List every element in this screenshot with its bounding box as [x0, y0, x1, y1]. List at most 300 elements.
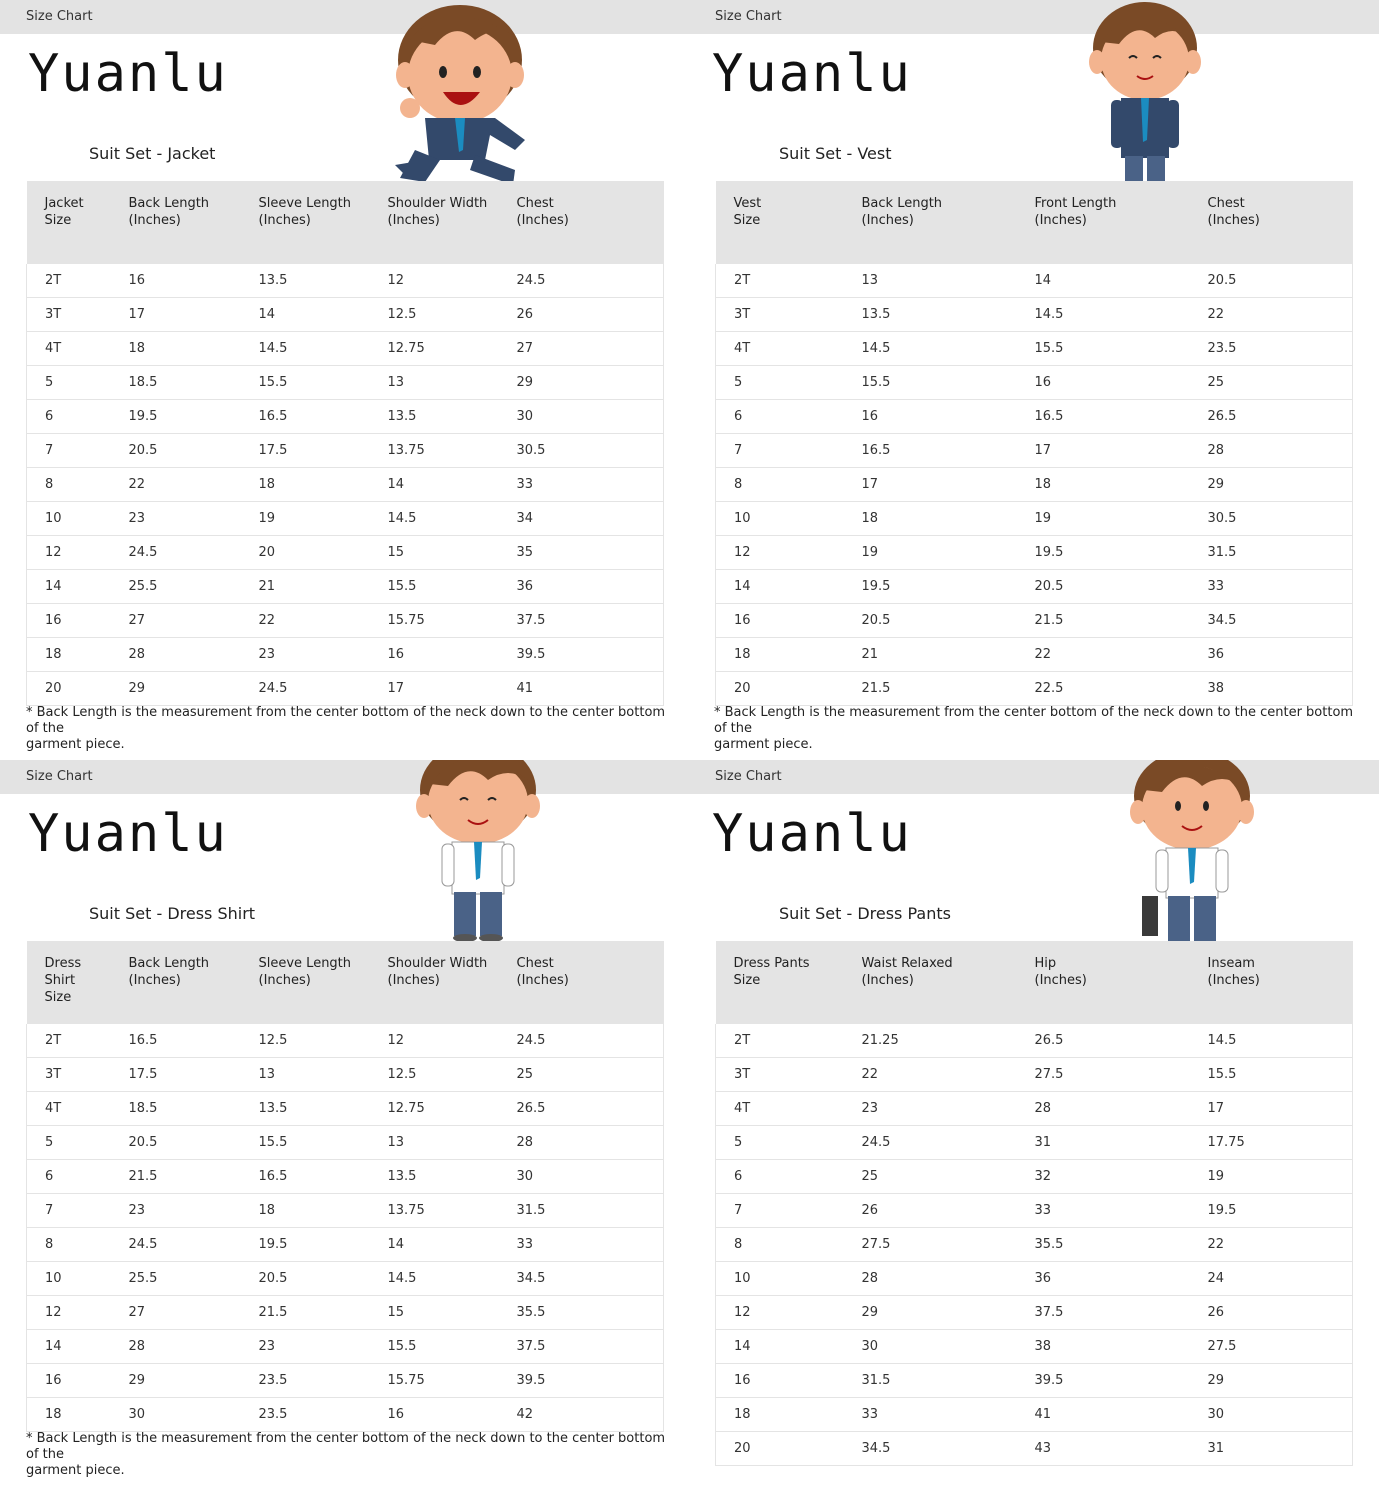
- table-header: [716, 941, 1353, 1024]
- table-cell: 12.5: [370, 1058, 499, 1092]
- table-cell: 20.5: [111, 434, 241, 468]
- table-row: [716, 400, 1353, 434]
- table-cell: 31.5: [1190, 536, 1353, 570]
- table-cell: 20: [716, 1432, 844, 1466]
- column-header: Vest Size: [716, 181, 844, 264]
- size-chart-label: Size Chart: [715, 769, 782, 784]
- table-cell: 16: [1017, 366, 1190, 400]
- table-cell: 34.5: [844, 1432, 1017, 1466]
- table-row: [716, 1262, 1353, 1296]
- table-cell: 29: [1190, 468, 1353, 502]
- table-row: [716, 570, 1353, 604]
- table-cell: 22: [1017, 638, 1190, 672]
- table-cell: 16: [27, 604, 111, 638]
- table-row: [716, 1126, 1353, 1160]
- table-cell: 19: [1017, 502, 1190, 536]
- table-cell: 30: [844, 1330, 1017, 1364]
- table-cell: 27: [499, 332, 664, 366]
- column-header: Dress Pants Size: [716, 941, 844, 1024]
- table-row: [27, 536, 664, 570]
- table-cell: 20.5: [1017, 570, 1190, 604]
- column-header: Shoulder Width (Inches): [370, 181, 499, 264]
- table-cell: 14.5: [370, 1262, 499, 1296]
- table-cell: 16.5: [111, 1024, 241, 1058]
- standing-boy-in-shirt-mascot-illustration: [408, 760, 548, 943]
- table-cell: 5: [27, 1126, 111, 1160]
- table-cell: 21: [844, 638, 1017, 672]
- table-cell: 33: [1017, 1194, 1190, 1228]
- table-cell: 5: [716, 1126, 844, 1160]
- table-cell: 21: [241, 570, 370, 604]
- table-body: [27, 1024, 664, 1432]
- table-cell: 36: [499, 570, 664, 604]
- table-cell: 36: [1017, 1262, 1190, 1296]
- table-row: [27, 1228, 664, 1262]
- table-cell: 12.75: [370, 332, 499, 366]
- table-cell: 17.75: [1190, 1126, 1353, 1160]
- table-cell: 19: [1190, 1160, 1353, 1194]
- table-cell: 34: [499, 502, 664, 536]
- table-header: [27, 181, 664, 264]
- table-cell: 22: [844, 1058, 1017, 1092]
- table-cell: 37.5: [1017, 1296, 1190, 1330]
- column-header: Sleeve Length (Inches): [241, 941, 370, 1024]
- table-row: [27, 332, 664, 366]
- column-header: Waist Relaxed (Inches): [844, 941, 1017, 1024]
- table-cell: 16.5: [1017, 400, 1190, 434]
- table-cell: 16.5: [241, 400, 370, 434]
- table-cell: 12: [370, 1024, 499, 1058]
- table-cell: 25: [1190, 366, 1353, 400]
- table-row: [716, 1398, 1353, 1432]
- table-cell: 3T: [27, 298, 111, 332]
- table-cell: 17.5: [241, 434, 370, 468]
- running-boy-mascot-illustration: [385, 0, 535, 190]
- table-cell: 15: [370, 1296, 499, 1330]
- table-cell: 14: [241, 298, 370, 332]
- brand-logo: Yuanlu: [712, 44, 912, 104]
- table-cell: 14: [27, 570, 111, 604]
- table-cell: 19.5: [1190, 1194, 1353, 1228]
- table-cell: 28: [499, 1126, 664, 1160]
- table-cell: 19.5: [844, 570, 1017, 604]
- table-cell: 26.5: [1190, 400, 1353, 434]
- table-header: [27, 941, 664, 1024]
- table-cell: 2T: [716, 1024, 844, 1058]
- brand-logo: Yuanlu: [28, 44, 228, 104]
- dress-pants-size-chart-panel: [690, 760, 1379, 1500]
- table-cell: 8: [716, 468, 844, 502]
- table-cell: 30: [111, 1398, 241, 1432]
- table-row: [27, 366, 664, 400]
- table-cell: 18: [241, 468, 370, 502]
- column-header: Chest (Inches): [499, 941, 664, 1024]
- table-cell: 39.5: [499, 1364, 664, 1398]
- column-header: Chest (Inches): [1190, 181, 1353, 264]
- table-row: [27, 468, 664, 502]
- table-cell: 12: [27, 1296, 111, 1330]
- table-cell: 17: [370, 672, 499, 706]
- brand-logo: Yuanlu: [712, 804, 912, 864]
- table-cell: 13: [370, 366, 499, 400]
- table-cell: 34.5: [1190, 604, 1353, 638]
- table-row: [716, 1092, 1353, 1126]
- table-row: [27, 264, 664, 298]
- table-cell: 12.75: [370, 1092, 499, 1126]
- table-cell: 43: [1017, 1432, 1190, 1466]
- table-cell: 7: [716, 1194, 844, 1228]
- table-cell: 19: [241, 502, 370, 536]
- table-cell: 29: [111, 1364, 241, 1398]
- table-cell: 21.25: [844, 1024, 1017, 1058]
- table-row: [27, 1126, 664, 1160]
- table-cell: 15.5: [844, 366, 1017, 400]
- table-cell: 27.5: [1190, 1330, 1353, 1364]
- table-cell: 4T: [27, 332, 111, 366]
- table-cell: 33: [1190, 570, 1353, 604]
- table-cell: 13.5: [370, 1160, 499, 1194]
- table-row: [27, 1194, 664, 1228]
- table-cell: 3T: [716, 1058, 844, 1092]
- table-cell: 10: [27, 1262, 111, 1296]
- boy-with-briefcase-mascot-illustration: [1120, 760, 1260, 951]
- table-cell: 18: [27, 638, 111, 672]
- table-row: [716, 434, 1353, 468]
- table-row: [716, 332, 1353, 366]
- table-cell: 17: [111, 298, 241, 332]
- table-body: [716, 1024, 1353, 1466]
- table-cell: 19.5: [241, 1228, 370, 1262]
- table-cell: 24.5: [241, 672, 370, 706]
- table-cell: 23.5: [241, 1364, 370, 1398]
- table-cell: 12.5: [370, 298, 499, 332]
- table-cell: 16: [716, 604, 844, 638]
- table-cell: 25.5: [111, 570, 241, 604]
- table-cell: 18.5: [111, 366, 241, 400]
- table-cell: 17.5: [111, 1058, 241, 1092]
- table-cell: 14.5: [241, 332, 370, 366]
- table-row: [716, 264, 1353, 298]
- table-cell: 2T: [27, 264, 111, 298]
- brand-logo: Yuanlu: [28, 804, 228, 864]
- table-row: [716, 1058, 1353, 1092]
- table-row: [27, 638, 664, 672]
- table-cell: 14.5: [1017, 298, 1190, 332]
- table-cell: 15.5: [241, 1126, 370, 1160]
- dress-shirt-size-chart-panel: [0, 760, 690, 1500]
- table-cell: 14.5: [844, 332, 1017, 366]
- table-cell: 27: [111, 604, 241, 638]
- column-header: Hip (Inches): [1017, 941, 1190, 1024]
- size-chart-header-bar: [0, 0, 690, 34]
- column-header: Dress Shirt Size: [27, 941, 111, 1024]
- table-cell: 31.5: [844, 1364, 1017, 1398]
- table-cell: 25.5: [111, 1262, 241, 1296]
- table-row: [27, 1160, 664, 1194]
- table-cell: 33: [844, 1398, 1017, 1432]
- table-cell: 26.5: [499, 1092, 664, 1126]
- chart-subtitle: Suit Set - Jacket: [89, 144, 216, 163]
- table-cell: 13: [370, 1126, 499, 1160]
- table-row: [27, 298, 664, 332]
- standing-boy-in-vest-mascot-illustration: [1085, 0, 1205, 200]
- table-cell: 23.5: [241, 1398, 370, 1432]
- table-body: [716, 264, 1353, 706]
- table-cell: 14: [370, 468, 499, 502]
- table-cell: 14.5: [1190, 1024, 1353, 1058]
- vest-size-chart-panel: [690, 0, 1379, 760]
- table-cell: 22: [1190, 298, 1353, 332]
- table-cell: 29: [1190, 1364, 1353, 1398]
- column-header: Inseam (Inches): [1190, 941, 1353, 1024]
- table-cell: 5: [716, 366, 844, 400]
- size-chart-header-bar: [0, 760, 690, 794]
- jacket-size-table: [26, 181, 664, 706]
- table-cell: 18: [27, 1398, 111, 1432]
- table-cell: 21.5: [844, 672, 1017, 706]
- table-cell: 6: [716, 400, 844, 434]
- table-cell: 39.5: [1017, 1364, 1190, 1398]
- table-row: [716, 1330, 1353, 1364]
- size-chart-label: Size Chart: [715, 9, 782, 24]
- table-cell: 15.5: [1190, 1058, 1353, 1092]
- table-cell: 13.5: [370, 400, 499, 434]
- column-header: Front Length (Inches): [1017, 181, 1190, 264]
- table-cell: 30: [499, 1160, 664, 1194]
- table-cell: 20.5: [844, 604, 1017, 638]
- table-cell: 42: [499, 1398, 664, 1432]
- table-cell: 23: [241, 638, 370, 672]
- table-cell: 36: [1190, 638, 1353, 672]
- table-row: [27, 570, 664, 604]
- table-cell: 18.5: [111, 1092, 241, 1126]
- size-chart-label: Size Chart: [26, 769, 93, 784]
- table-cell: 14: [716, 570, 844, 604]
- table-row: [27, 1024, 664, 1058]
- table-cell: 10: [716, 1262, 844, 1296]
- table-cell: 14: [27, 1330, 111, 1364]
- table-row: [27, 1296, 664, 1330]
- table-row: [27, 1398, 664, 1432]
- table-cell: 8: [716, 1228, 844, 1262]
- table-cell: 13.5: [844, 298, 1017, 332]
- table-cell: 24.5: [844, 1126, 1017, 1160]
- column-header: Shoulder Width (Inches): [370, 941, 499, 1024]
- table-cell: 29: [499, 366, 664, 400]
- dress-pants-size-table: [715, 941, 1353, 1466]
- table-row: [716, 366, 1353, 400]
- table-row: [27, 1330, 664, 1364]
- column-header: Back Length (Inches): [844, 181, 1017, 264]
- table-cell: 19.5: [1017, 536, 1190, 570]
- table-cell: 34.5: [499, 1262, 664, 1296]
- table-cell: 2T: [716, 264, 844, 298]
- jacket-size-chart-panel: [0, 0, 690, 760]
- table-cell: 22: [1190, 1228, 1353, 1262]
- table-cell: 6: [716, 1160, 844, 1194]
- table-cell: 12: [370, 264, 499, 298]
- table-cell: 12: [716, 536, 844, 570]
- table-cell: 32: [1017, 1160, 1190, 1194]
- table-cell: 12: [716, 1296, 844, 1330]
- table-cell: 18: [241, 1194, 370, 1228]
- table-row: [716, 1364, 1353, 1398]
- table-cell: 6: [27, 400, 111, 434]
- table-cell: 22: [241, 604, 370, 638]
- table-cell: 16: [716, 1364, 844, 1398]
- table-cell: 20: [716, 672, 844, 706]
- table-row: [27, 1058, 664, 1092]
- table-cell: 20.5: [241, 1262, 370, 1296]
- table-cell: 33: [499, 468, 664, 502]
- column-header: Back Length (Inches): [111, 181, 241, 264]
- table-cell: 3T: [27, 1058, 111, 1092]
- table-cell: 30: [499, 400, 664, 434]
- table-cell: 17: [1017, 434, 1190, 468]
- table-cell: 14: [1017, 264, 1190, 298]
- column-header: Back Length (Inches): [111, 941, 241, 1024]
- table-row: [716, 502, 1353, 536]
- table-cell: 15: [370, 536, 499, 570]
- table-cell: 16: [27, 1364, 111, 1398]
- table-cell: 15.5: [241, 366, 370, 400]
- table-cell: 30.5: [499, 434, 664, 468]
- table-cell: 15.5: [370, 1330, 499, 1364]
- table-cell: 24.5: [499, 1024, 664, 1058]
- table-row: [27, 1364, 664, 1398]
- table-cell: 28: [1017, 1092, 1190, 1126]
- table-row: [716, 1160, 1353, 1194]
- table-cell: 28: [111, 1330, 241, 1364]
- table-cell: 23: [111, 1194, 241, 1228]
- table-cell: 25: [844, 1160, 1017, 1194]
- column-header: Chest (Inches): [499, 181, 664, 264]
- table-cell: 41: [1017, 1398, 1190, 1432]
- table-cell: 38: [1190, 672, 1353, 706]
- chart-subtitle: Suit Set - Dress Pants: [779, 904, 951, 923]
- table-row: [716, 298, 1353, 332]
- table-cell: 17: [844, 468, 1017, 502]
- table-cell: 23.5: [1190, 332, 1353, 366]
- table-cell: 20: [241, 536, 370, 570]
- table-cell: 4T: [716, 332, 844, 366]
- vest-size-table: [715, 181, 1353, 706]
- table-cell: 5: [27, 366, 111, 400]
- table-cell: 22: [111, 468, 241, 502]
- table-row: [27, 502, 664, 536]
- table-cell: 14.5: [370, 502, 499, 536]
- table-cell: 27: [111, 1296, 241, 1330]
- table-cell: 10: [716, 502, 844, 536]
- table-cell: 26: [1190, 1296, 1353, 1330]
- table-cell: 15.5: [370, 570, 499, 604]
- table-cell: 38: [1017, 1330, 1190, 1364]
- table-cell: 13.75: [370, 1194, 499, 1228]
- table-row: [716, 1228, 1353, 1262]
- size-chart-label: Size Chart: [26, 9, 93, 24]
- table-cell: 28: [844, 1262, 1017, 1296]
- table-cell: 14: [370, 1228, 499, 1262]
- table-header: [716, 181, 1353, 264]
- table-cell: 2T: [27, 1024, 111, 1058]
- table-row: [716, 672, 1353, 706]
- table-cell: 18: [716, 1398, 844, 1432]
- table-cell: 26: [844, 1194, 1017, 1228]
- table-cell: 14: [716, 1330, 844, 1364]
- table-cell: 16.5: [844, 434, 1017, 468]
- size-chart-header-bar: [690, 760, 1379, 794]
- table-cell: 29: [844, 1296, 1017, 1330]
- back-length-footnote: * Back Length is the measurement from the center bottom of the neck down to the center bottom of the garment piece.: [26, 705, 666, 752]
- table-cell: 7: [27, 1194, 111, 1228]
- table-cell: 31: [1190, 1432, 1353, 1466]
- table-cell: 12.5: [241, 1024, 370, 1058]
- table-cell: 27.5: [1017, 1058, 1190, 1092]
- dress-shirt-size-table: [26, 941, 664, 1432]
- table-cell: 25: [499, 1058, 664, 1092]
- back-length-footnote: * Back Length is the measurement from the center bottom of the neck down to the center bottom of the garment piece.: [714, 705, 1354, 752]
- table-cell: 16: [370, 638, 499, 672]
- table-cell: 8: [27, 468, 111, 502]
- table-row: [27, 1092, 664, 1126]
- table-cell: 18: [716, 638, 844, 672]
- table-cell: 13.5: [241, 264, 370, 298]
- table-cell: 3T: [716, 298, 844, 332]
- table-cell: 15.75: [370, 1364, 499, 1398]
- table-cell: 8: [27, 1228, 111, 1262]
- table-row: [716, 1194, 1353, 1228]
- table-cell: 13: [844, 264, 1017, 298]
- table-cell: 21.5: [111, 1160, 241, 1194]
- table-cell: 37.5: [499, 1330, 664, 1364]
- table-cell: 7: [27, 434, 111, 468]
- table-cell: 15.75: [370, 604, 499, 638]
- table-cell: 21.5: [241, 1296, 370, 1330]
- table-body: [27, 264, 664, 706]
- table-cell: 23: [111, 502, 241, 536]
- table-cell: 26.5: [1017, 1024, 1190, 1058]
- table-cell: 16: [111, 264, 241, 298]
- table-cell: 23: [844, 1092, 1017, 1126]
- table-cell: 7: [716, 434, 844, 468]
- table-cell: 4T: [716, 1092, 844, 1126]
- table-cell: 21.5: [1017, 604, 1190, 638]
- column-header: Jacket Size: [27, 181, 111, 264]
- table-row: [27, 1262, 664, 1296]
- table-cell: 13: [241, 1058, 370, 1092]
- table-cell: 26: [499, 298, 664, 332]
- table-cell: 24.5: [499, 264, 664, 298]
- table-cell: 6: [27, 1160, 111, 1194]
- table-cell: 39.5: [499, 638, 664, 672]
- table-cell: 24: [1190, 1262, 1353, 1296]
- table-row: [716, 536, 1353, 570]
- table-row: [716, 468, 1353, 502]
- table-cell: 33: [499, 1228, 664, 1262]
- table-cell: 30: [1190, 1398, 1353, 1432]
- back-length-footnote: * Back Length is the measurement from the center bottom of the neck down to the center bottom of the garment piece.: [26, 1431, 666, 1478]
- table-cell: 18: [111, 332, 241, 366]
- table-cell: 16.5: [241, 1160, 370, 1194]
- table-cell: 10: [27, 502, 111, 536]
- table-row: [27, 604, 664, 638]
- table-cell: 28: [1190, 434, 1353, 468]
- table-cell: 29: [111, 672, 241, 706]
- table-row: [27, 434, 664, 468]
- table-cell: 13.5: [241, 1092, 370, 1126]
- table-cell: 41: [499, 672, 664, 706]
- table-row: [716, 638, 1353, 672]
